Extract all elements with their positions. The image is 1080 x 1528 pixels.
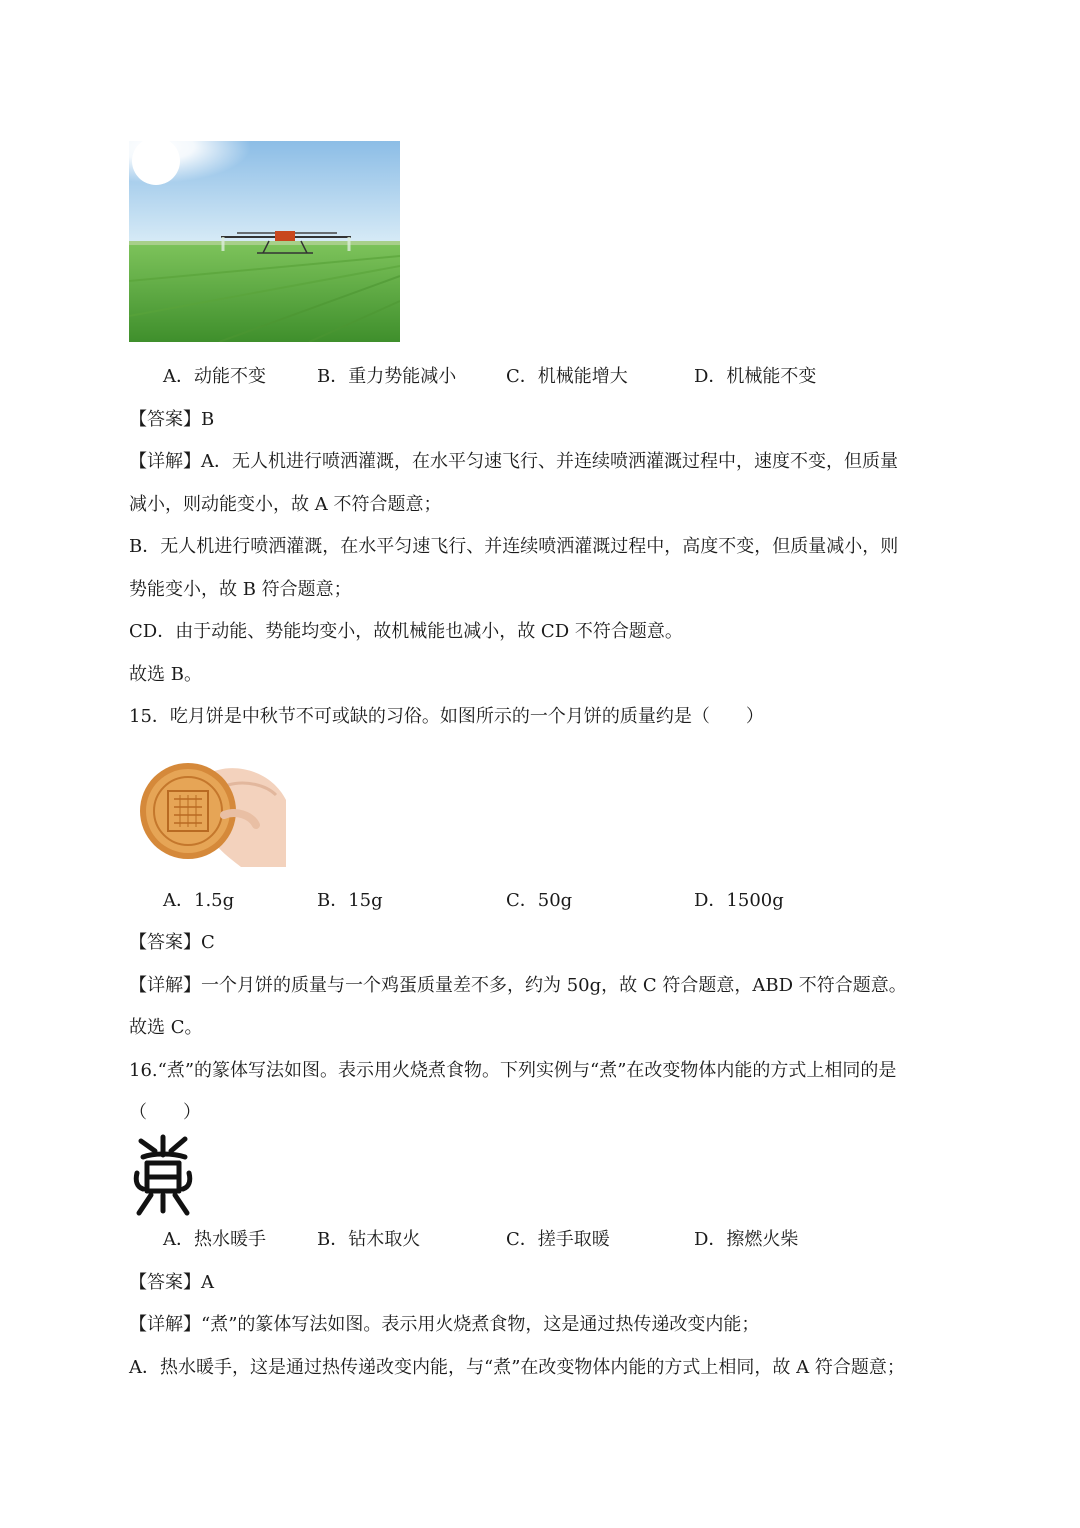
q16-question-line-1: 16.“煮”的篆体写法如图。表示用火烧煮食物。下列实例与“煮”在改变物体内能的方式上相同的是 xyxy=(129,1060,897,1081)
q15-option-c: C．50g xyxy=(506,890,573,911)
seal-script-character-image xyxy=(133,1133,193,1219)
mooncake-photo xyxy=(136,755,286,867)
q14-option-c: C．机械能增大 xyxy=(506,366,628,387)
q16-detail-line-1: 【详解】“煮”的篆体写法如图。表示用火烧煮食物，这是通过热传递改变内能； xyxy=(129,1314,760,1335)
q15-option-b: B．15g xyxy=(317,890,383,911)
q15-option-a: A．1.5g xyxy=(163,890,235,911)
q16-detail-line-2: A．热水暖手，这是通过热传递改变内能，与“煮”在改变物体内能的方式上相同，故 A 符合题意； xyxy=(129,1357,905,1378)
q14-answer: 【答案】B xyxy=(129,409,215,430)
q16-option-d: D．擦燃火柴 xyxy=(694,1229,799,1250)
q14-detail-line-1: 【详解】A．无人机进行喷洒灌溉，在水平匀速飞行、并连续喷洒灌溉过程中，速度不变，但质量 xyxy=(129,451,898,472)
q16-option-c: C．搓手取暖 xyxy=(506,1229,610,1250)
q14-option-a: A．动能不变 xyxy=(163,366,266,387)
drone-field-photo xyxy=(129,141,400,342)
q14-detail-line-5: CD．由于动能、势能均变小，故机械能也减小，故 CD 不符合题意。 xyxy=(129,621,683,642)
q15-answer: 【答案】C xyxy=(129,932,215,953)
q16-answer: 【答案】A xyxy=(129,1272,214,1293)
q16-question-line-2: （ ） xyxy=(129,1102,201,1123)
q14-option-b: B．重力势能减小 xyxy=(317,366,457,387)
q15-detail-line-1: 【详解】一个月饼的质量与一个鸡蛋质量差不多，约为 50g，故 C 符合题意，ABD 不符合题意。 xyxy=(129,975,907,996)
q14-detail-line-2: 减小，则动能变小，故 A 不符合题意； xyxy=(129,494,442,515)
q15-option-d: D．1500g xyxy=(694,890,784,911)
q14-detail-line-4: 势能变小，故 B 符合题意； xyxy=(129,579,352,600)
q16-option-b: B．钻木取火 xyxy=(317,1229,421,1250)
q15-question: 15．吃月饼是中秋节不可或缺的习俗。如图所示的一个月饼的质量约是（ ） xyxy=(129,706,764,727)
q15-detail-line-2: 故选 C。 xyxy=(129,1017,203,1038)
q14-option-d: D．机械能不变 xyxy=(694,366,817,387)
q16-option-a: A．热水暖手 xyxy=(163,1229,266,1250)
q14-detail-line-3: B．无人机进行喷洒灌溉，在水平匀速飞行、并连续喷洒灌溉过程中，高度不变，但质量减小，则 xyxy=(129,536,899,557)
q14-detail-line-6: 故选 B。 xyxy=(129,664,202,685)
